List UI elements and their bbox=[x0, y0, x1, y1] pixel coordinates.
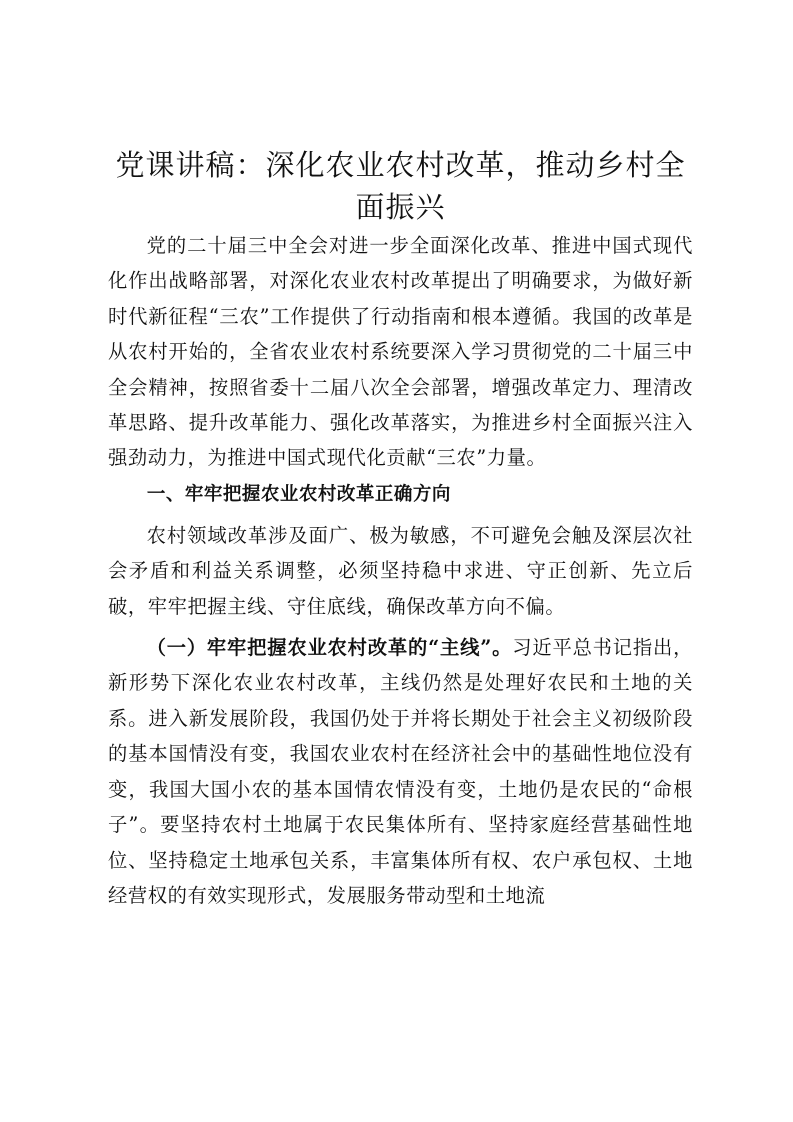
subsection-body: 习近平总书记指出，新形势下深化农业农村改革，主线仍然是处理好农民和土地的关系。进入新发展阶段，我国仍处于并将长期处于社会主义初级阶段的基本国情没有变，我国农业农村在经济社会中的基础性地位没有变，我国大国小农的基本国情农情没有变，土地仍是农民的“命根子”。要坚持农村土地属于农民集体所有、坚持家庭经营基础性地位、坚持稳定土地承包关系，丰富集体所有权、农户承包权、土地经营权的有效实现形式，发展服务带动型和土地流 bbox=[108, 636, 693, 907]
subsection-paragraph bbox=[108, 630, 693, 913]
subsection-heading: （一）牢牢把握农业农村改革的“主线”。 bbox=[146, 636, 513, 660]
section-heading: 一、牢牢把握农业农村改革正确方向 bbox=[146, 483, 451, 505]
document-page bbox=[108, 144, 693, 913]
document-title: 党课讲稿：深化农业农村改革，推动乡村全面振兴 bbox=[115, 148, 686, 224]
intro-paragraph: 党的二十届三中全会对进一步全面深化改革、推进中国式现代化作出战略部署，对深化农业农村改革提出了明确要求，为做好新时代新征程“三农”工作提供了行动指南和根本遵循。我国的改革是从农村开始的，全省农业农村系统要深入学习贯彻党的二十届三中全会精神，按照省委十二届八次全会部署，增强改革定力、理清改革思路、提升改革能力、强化改革落实，为推进乡村全面振兴注入强劲动力，为推进中国式现代化贡献“三农”力量。 bbox=[108, 234, 693, 470]
section-paragraph: 农村领域改革涉及面广、极为敏感，不可避免会触及深层次社会矛盾和利益关系调整，必须坚持稳中求进、守正创新、先立后破，牢牢把握主线、守住底线，确保改革方向不偏。 bbox=[108, 523, 693, 618]
